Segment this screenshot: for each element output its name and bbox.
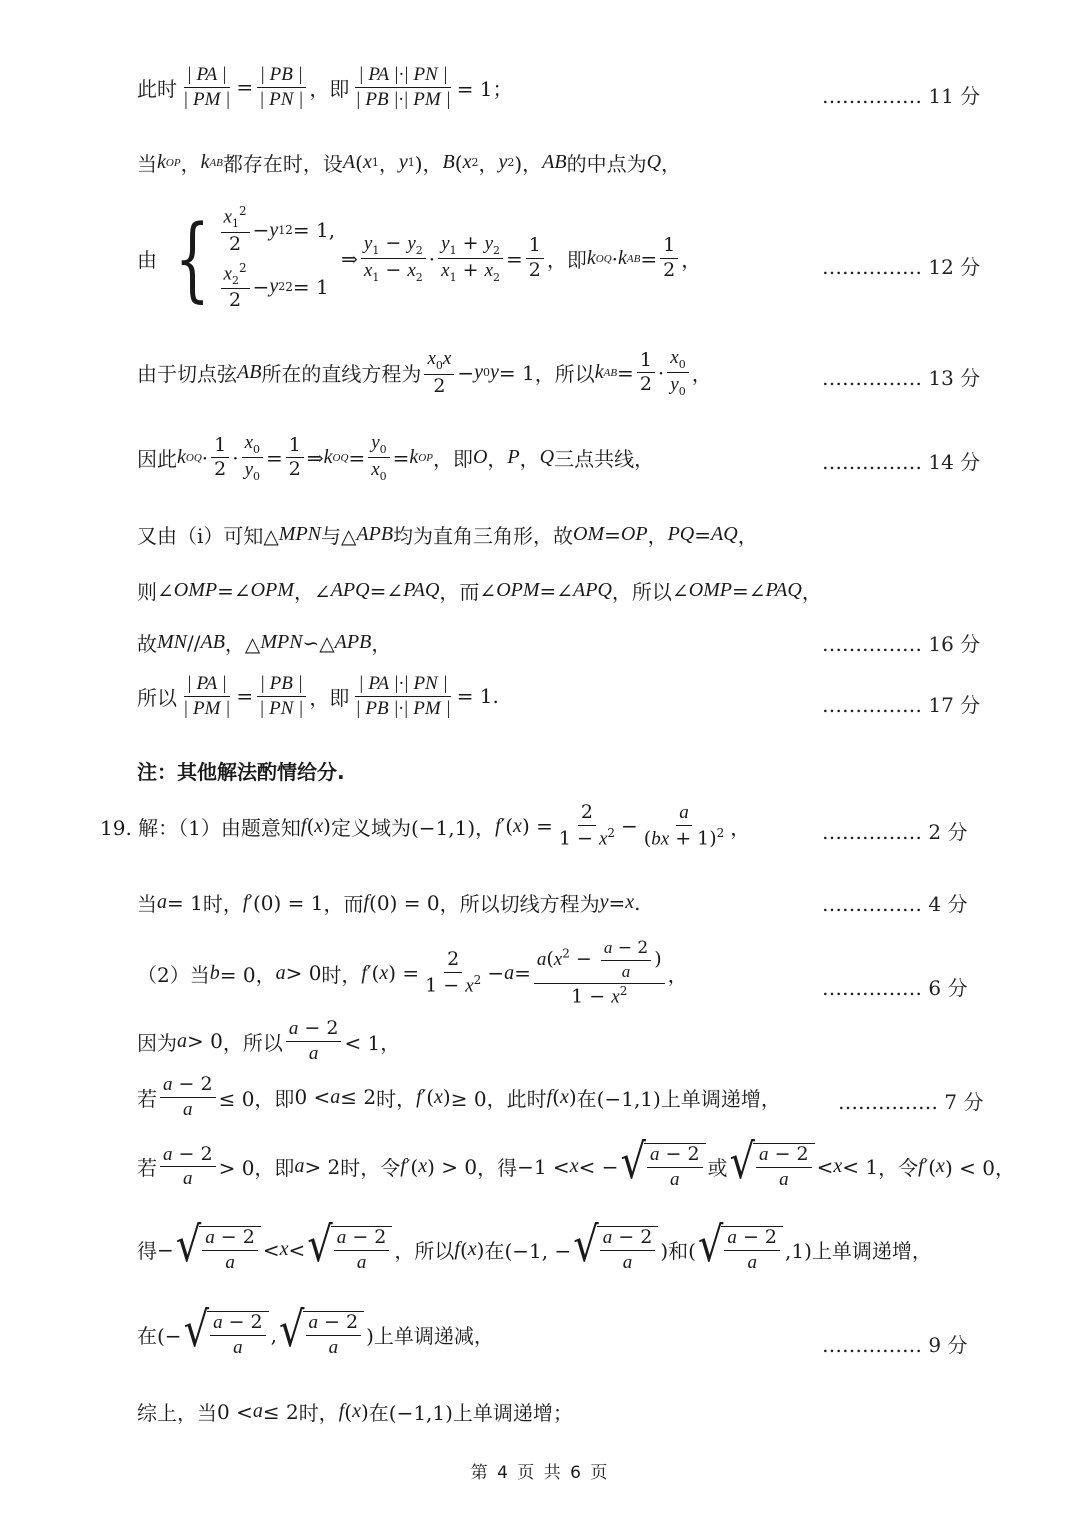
eq-line-3: 由 { $\frac{x_1^2}{2}$ − y 1 2 = 1, $\frac{x_2^2}{2}$ − y 2 2 = 1 ⇒ $\frac{y_1 - y_2}{x_1 - x_2}$ · $\frac{y_1 + y_2}{x_1 + x_2}$ = $\frac{1}{2}$ ，即 k OQ · k AB = $\frac{1}{2}$ ，	[137, 204, 702, 312]
q19-line-5: 若 $\frac{a - 2}{a}$ ≤ 0，即 0 < a ≤ 2 时， f ′( x ) ≥ 0，此时 f ( x ) 在(−1,1)上单调递增，	[137, 1073, 781, 1120]
q19-line-8: 在(− √ $\frac{a - 2}{a}$ , √ $\frac{a - 2}{a}$ )上单调递减，	[137, 1302, 494, 1358]
q19-line-7: 得 − √ $\frac{a - 2}{a}$ < x < √ $\frac{a - 2}{a}$ ，所以 f ( x ) 在(−1, − √ $\frac{a - 2}{a}$ )和( √ $\frac{a - 2}{a}$ ,1)上单调递增，	[137, 1217, 932, 1273]
q19-line-3: （2）当 b = 0， a > 0 时， f ′( x ) = $\frac{2}{1 - x^2}$ − a = $a(x^2$ − $\frac{a - 2}{a}$ ) $1 - x^2$ ，	[137, 938, 688, 1008]
score-4: …………… 4 分	[822, 892, 968, 916]
eq-line-9: 所以 $\frac{| PA |}{| PM |}$ = $\frac{| PB |}{| PN |}$ ，即 $\frac{| PA |\cdot| PN |}{| PB |\cdot| PM |}$ = 1.	[137, 673, 499, 719]
eq-line-5: 因此 k OQ · $\frac{1}{2}$ · $\frac{x_0}{y_0}$ = $\frac{1}{2}$ ⇒ k OQ = $\frac{y_0}{x_0}$ = k OP ，即 O ， P ， Q 三点共线，	[137, 432, 655, 484]
eq-line-8: 故 MN // AB ，△ MPN ∽△ APB ，	[137, 630, 392, 656]
score-12: …………… 12 分	[822, 255, 981, 279]
note: 注：其他解法酌情给分.	[137, 760, 345, 784]
score-7: …………… 7 分	[838, 1090, 984, 1114]
score-6: …………… 6 分	[822, 976, 968, 1000]
frac: $\frac{| PA |}{| PM |}$	[183, 64, 231, 110]
frac: $\frac{| PB |}{| PN |}$	[256, 64, 306, 111]
frac: $\frac{| PA |\cdot| PN |}{| PB |\cdot| PM |}$	[355, 64, 451, 110]
score-9: …………… 9 分	[822, 1333, 968, 1357]
eq-line-4: 由于切点弦 AB 所在的直线方程为 $\frac{x_0x}{2}$ − y 0 y = 1 ，所以 k AB = $\frac{1}{2}$ · $\frac{x_0}{y_0}$ ，	[137, 347, 712, 399]
q19-line-6: 若 $\frac{a - 2}{a}$ > 0，即 a > 2 时，令 f ′( x ) > 0 ，得 −1 < x < − √ $\frac{a - 2}{a}$ 或 √ $\frac{a - 2}{a}$ < x < 1 ，令 f ′( x ) < 0，	[137, 1134, 1015, 1190]
score-2: …………… 2 分	[822, 820, 968, 844]
score-14: …………… 14 分	[822, 450, 981, 474]
q19-line-1: 19. 解：（1）由题意知 f ( x ) 定义域为(−1,1)， f ′( x ) = $\frac{2}{1 - x^2}$ − $\frac{a}{(bx + 1)^2}$ ，	[100, 801, 751, 850]
eq-line-7: 则 ∠ OMP =∠ OPM ，∠ APQ =∠ PAQ ，而 ∠ OPM =∠ APQ ，所以 ∠ OMP =∠ PAQ ，	[137, 578, 822, 604]
score-11: …………… 11 分	[822, 84, 981, 108]
eq-line-6: 又由（i）可知△ MPN 与△ APB 均为直角三角形，故 OM = OP ， PQ = AQ ，	[137, 522, 758, 548]
q19-line-2: 当 a = 1 时， f ′(0) = 1 ，而 f (0) = 0 ，所以切线方程为 y = x .	[137, 890, 641, 916]
eq-line-2: 当 k OP ， k AB 都存在时，设 A ( x 1 ， y 1 )， B ( x 2 ， y 2 )， AB 的中点为 Q ，	[137, 150, 682, 176]
score-17: …………… 17 分	[822, 693, 981, 717]
eq-line-1: 此时 $\frac{| PA |}{| PM |}$ = $\frac{| PB |}{| PN |}$ ，即 $\frac{| PA |\cdot| PN |}{| PB |\cdot| PM |}$ = 1；	[137, 64, 513, 110]
q19-line-4: 因为 a > 0 ，所以 $\frac{a - 2}{a}$ < 1，	[137, 1017, 401, 1064]
equation-system: { $\frac{x_1^2}{2}$ − y 1 2 = 1, $\frac{x_2^2}{2}$ − y 2 2 = 1	[174, 204, 336, 312]
score-16: …………… 16 分	[822, 632, 981, 656]
score-13: …………… 13 分	[822, 366, 981, 390]
q19-line-9: 综上，当 0 < a ≤ 2 时， f ( x ) 在(−1,1)上单调递增；	[137, 1399, 573, 1425]
page-footer: 第 4 页 共 6 页	[470, 1463, 610, 1483]
